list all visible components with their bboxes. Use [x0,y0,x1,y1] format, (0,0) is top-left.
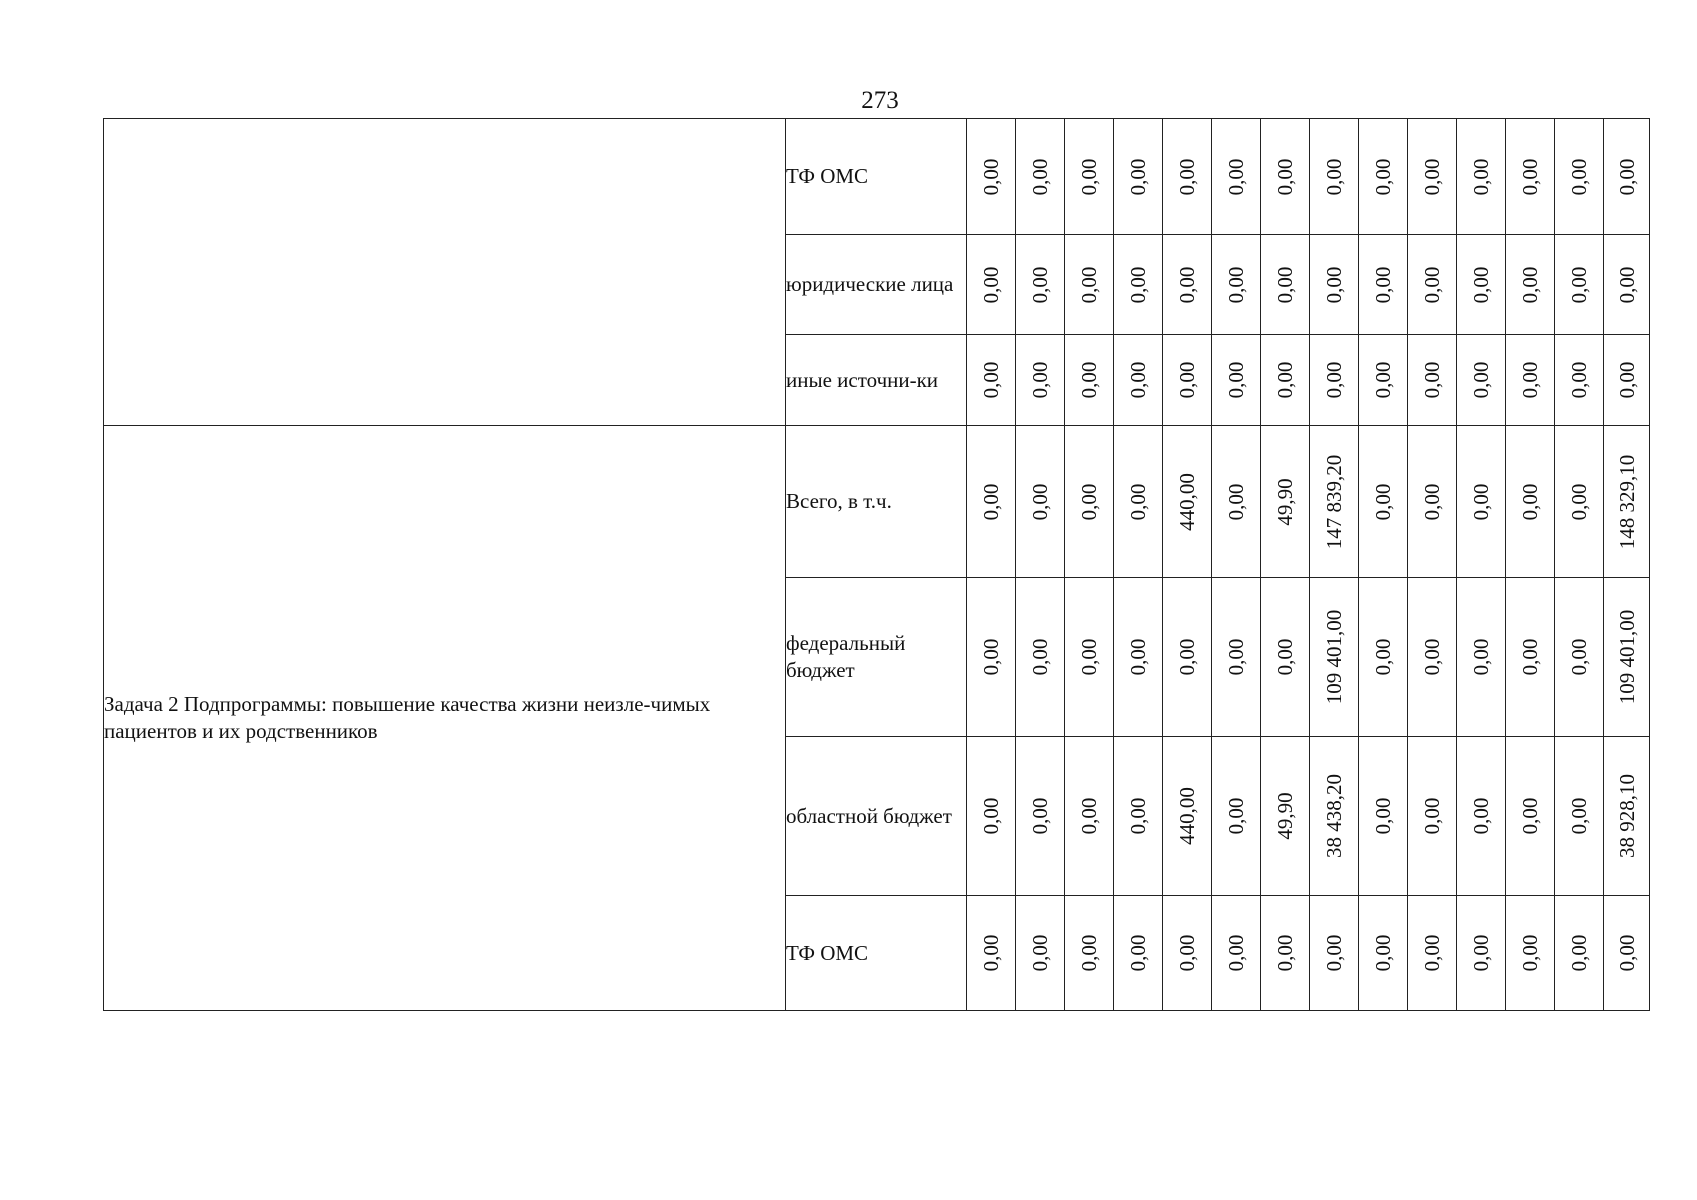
value-cell [1261,119,1310,235]
value-cell [1310,578,1359,737]
value-text: 0,00 [1614,158,1639,195]
value-cell [1261,235,1310,335]
value-cell [1261,896,1310,1011]
value-cell [1065,335,1114,426]
value-cell [1163,896,1212,1011]
value-text: 109 401,00 [1614,609,1639,705]
value-text: 0,00 [1175,361,1199,399]
value-text: 0,00 [1518,483,1542,520]
funding-source-cell: ТФ ОМС [786,119,967,235]
value-text: 0,00 [1175,638,1199,676]
value-cell [1408,235,1457,335]
value-cell [1408,578,1457,737]
value-text: 0,00 [1224,934,1248,972]
value-text: 0,00 [1518,158,1542,195]
value-cell [1114,578,1163,737]
value-text: 0,00 [1614,266,1639,303]
value-text: 0,00 [1420,934,1444,972]
value-cell [1065,737,1114,896]
value-text: 0,00 [1420,797,1444,835]
value-cell [1261,578,1310,737]
value-cell [1065,119,1114,235]
value-cell [1457,578,1506,737]
value-cell [1016,119,1065,235]
value-text: 147 839,20 [1322,454,1346,549]
value-cell [1114,335,1163,426]
value-cell [1506,578,1555,737]
value-text: 0,00 [1175,266,1199,303]
value-text: 0,00 [1420,158,1444,195]
value-text: 0,00 [1518,797,1542,835]
value-text: 0,00 [1126,266,1150,303]
value-cell [1261,737,1310,896]
value-cell [967,896,1016,1011]
value-cell [1555,896,1604,1011]
value-text: 0,00 [1567,638,1591,676]
value-cell [1359,578,1408,737]
value-cell [1163,335,1212,426]
value-text: 0,00 [1077,483,1101,520]
value-text: 0,00 [1126,638,1150,676]
value-cell [1359,235,1408,335]
value-cell [1506,235,1555,335]
value-text: 0,00 [1518,266,1542,303]
value-text: 0,00 [1028,266,1052,303]
value-cell [1065,896,1114,1011]
value-cell [1114,426,1163,578]
value-cell [1065,426,1114,578]
value-cell [1310,896,1359,1011]
value-cell [967,119,1016,235]
value-text: 0,00 [1224,797,1248,835]
value-text: 0,00 [1077,797,1101,835]
value-cell [1359,119,1408,235]
value-cell [1604,119,1650,235]
value-cell [1065,235,1114,335]
task-description-cell: Задача 2 Подпрограммы: повышение качества жизни неизле-чимых пациентов и их родственников [104,426,786,1011]
budget-table [103,118,1650,1011]
value-text: 0,00 [1567,361,1591,399]
value-cell [1212,737,1261,896]
value-cell [1604,335,1650,426]
value-cell [1114,119,1163,235]
value-cell [1604,235,1650,335]
value-cell [1604,737,1650,896]
value-text: 0,00 [1028,158,1052,195]
value-text: 0,00 [1077,266,1101,303]
value-cell [1163,235,1212,335]
value-text: 0,00 [1126,361,1150,399]
value-text: 0,00 [979,361,1003,399]
value-text: 0,00 [1567,158,1591,195]
funding-source-cell: областной бюджет [786,737,967,896]
value-text: 0,00 [1077,934,1101,972]
value-cell [1555,235,1604,335]
value-text: 0,00 [1273,638,1297,676]
value-text: 49,90 [1273,792,1297,840]
value-text: 0,00 [1126,158,1150,195]
value-text: 148 329,10 [1614,454,1639,549]
table-row [104,426,1650,578]
value-text: 0,00 [1322,158,1346,195]
value-text: 0,00 [1175,934,1199,972]
value-cell [1114,235,1163,335]
funding-source-cell: Всего, в т.ч. [786,426,967,578]
value-cell [1506,896,1555,1011]
value-text: 0,00 [1469,158,1493,195]
value-cell [1604,578,1650,737]
value-cell [1555,737,1604,896]
value-cell [1261,335,1310,426]
value-cell [1163,737,1212,896]
value-cell [1016,235,1065,335]
funding-source-cell: ТФ ОМС [786,896,967,1011]
value-text: 0,00 [1567,483,1591,520]
funding-source-cell: федеральный бюджет [786,578,967,737]
value-text: 440,00 [1175,787,1199,845]
value-cell [1457,335,1506,426]
value-text: 0,00 [1126,483,1150,520]
value-text: 0,00 [1469,483,1493,520]
value-cell [1310,235,1359,335]
value-cell [1408,426,1457,578]
value-cell [1114,896,1163,1011]
value-text: 0,00 [1322,266,1346,303]
value-cell [1604,896,1650,1011]
value-text: 0,00 [1273,266,1297,303]
value-text: 0,00 [1420,638,1444,676]
value-text: 0,00 [1224,158,1248,195]
value-cell [1359,335,1408,426]
value-text: 0,00 [1371,361,1395,399]
value-cell [1212,426,1261,578]
value-cell [1555,119,1604,235]
value-cell [1555,426,1604,578]
value-cell [1359,737,1408,896]
value-text: 0,00 [1322,361,1346,399]
value-text: 0,00 [1077,361,1101,399]
value-cell [967,335,1016,426]
value-cell [1114,737,1163,896]
value-text: 0,00 [1273,361,1297,399]
value-text: 0,00 [1567,266,1591,303]
value-text: 0,00 [1126,797,1150,835]
value-text: 0,00 [1420,361,1444,399]
value-text: 38 438,20 [1322,774,1346,858]
value-text: 38 928,10 [1614,774,1639,858]
value-cell [1016,335,1065,426]
value-text: 0,00 [1028,797,1052,835]
value-cell [1457,235,1506,335]
value-text: 0,00 [979,483,1003,520]
value-text: 0,00 [1371,797,1395,835]
value-text: 109 401,00 [1322,609,1346,705]
value-text: 0,00 [979,638,1003,676]
value-text: 0,00 [1322,934,1346,972]
value-text: 0,00 [1518,638,1542,676]
value-text: 0,00 [1469,638,1493,676]
value-cell [1212,235,1261,335]
value-cell [1359,896,1408,1011]
value-text: 0,00 [1469,797,1493,835]
value-cell [1457,119,1506,235]
value-cell [967,737,1016,896]
value-text: 0,00 [1420,266,1444,303]
value-cell [1212,896,1261,1011]
value-cell [1310,119,1359,235]
value-text: 0,00 [1028,361,1052,399]
value-text: 0,00 [979,797,1003,835]
value-cell [967,578,1016,737]
page-number: 273 [861,87,899,114]
value-text: 440,00 [1175,472,1199,531]
value-cell [1163,119,1212,235]
value-text: 0,00 [1614,934,1639,972]
value-cell [1506,426,1555,578]
value-text: 0,00 [1469,934,1493,972]
value-cell [1604,426,1650,578]
value-text: 49,90 [1273,477,1297,526]
value-cell [1408,737,1457,896]
value-text: 0,00 [1273,934,1297,972]
value-text: 0,00 [1077,158,1101,195]
value-cell [1555,578,1604,737]
value-text: 0,00 [1224,638,1248,676]
value-text: 0,00 [1614,361,1639,399]
value-text: 0,00 [1371,158,1395,195]
value-cell [1457,896,1506,1011]
value-cell [1457,737,1506,896]
value-cell [1016,737,1065,896]
value-text: 0,00 [979,934,1003,972]
value-text: 0,00 [979,158,1003,195]
value-cell [1212,578,1261,737]
value-cell [967,426,1016,578]
value-cell [1408,119,1457,235]
value-text: 0,00 [1224,266,1248,303]
value-text: 0,00 [1371,266,1395,303]
value-text: 0,00 [1371,638,1395,676]
value-text: 0,00 [1469,361,1493,399]
value-cell [1016,896,1065,1011]
value-cell [1457,426,1506,578]
value-text: 0,00 [1126,934,1150,972]
value-text: 0,00 [1028,638,1052,676]
value-text: 0,00 [1224,361,1248,399]
value-cell [1310,335,1359,426]
value-text: 0,00 [1518,934,1542,972]
value-cell [1163,426,1212,578]
value-text: 0,00 [1469,266,1493,303]
value-text: 0,00 [1175,158,1199,195]
value-cell [1016,426,1065,578]
value-text: 0,00 [1518,361,1542,399]
value-text: 0,00 [1567,797,1591,835]
value-cell [1506,737,1555,896]
value-cell [1212,335,1261,426]
value-cell [1310,737,1359,896]
value-cell [1506,119,1555,235]
funding-source-cell: иные источни-ки [786,335,967,426]
value-text: 0,00 [1028,934,1052,972]
value-text: 0,00 [1077,638,1101,676]
value-cell [1261,426,1310,578]
table-row [104,119,1650,235]
value-cell [1065,578,1114,737]
value-text: 0,00 [979,266,1003,303]
value-cell [967,235,1016,335]
value-text: 0,00 [1420,483,1444,520]
funding-source-cell: юридические лица [786,235,967,335]
value-cell [1212,119,1261,235]
value-text: 0,00 [1273,158,1297,195]
value-cell [1506,335,1555,426]
value-cell [1163,578,1212,737]
task-description-cell [104,119,786,426]
value-cell [1408,335,1457,426]
value-cell [1016,578,1065,737]
value-text: 0,00 [1371,483,1395,520]
value-cell [1359,426,1408,578]
value-text: 0,00 [1371,934,1395,972]
value-text: 0,00 [1224,483,1248,520]
value-text: 0,00 [1028,483,1052,520]
value-cell [1310,426,1359,578]
value-cell [1408,896,1457,1011]
value-cell [1555,335,1604,426]
value-text: 0,00 [1567,934,1591,972]
